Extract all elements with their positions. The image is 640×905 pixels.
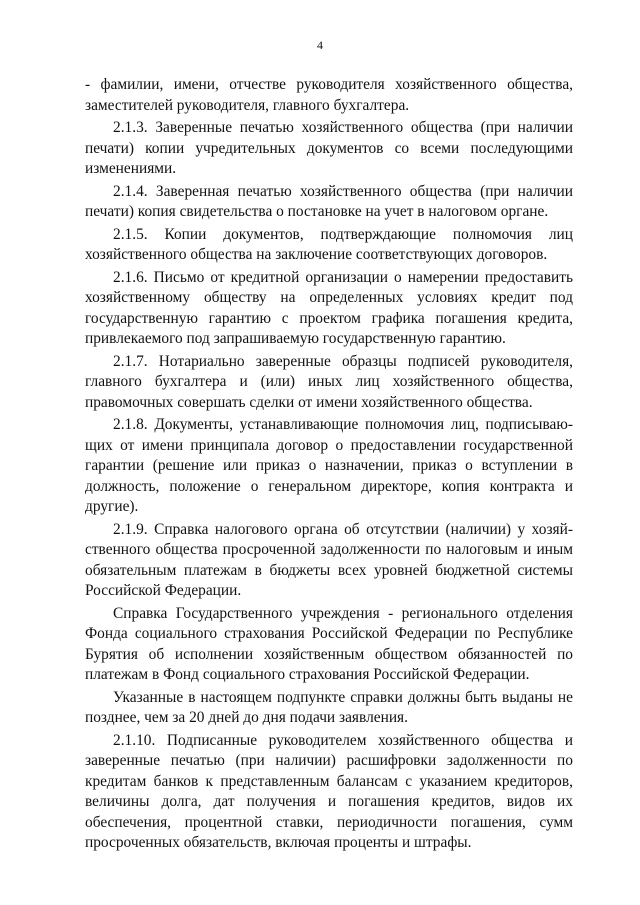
document-body	[85, 75, 573, 856]
paragraph-2-1-6: 2.1.6. Письмо от кредитной организации о намерении предоставить хозяйственному обществу на определенных условиях кредит под государственную гарантию с проектом графика погашения кредита, привлекаемого под запрашиваемую государственную гарантию.	[85, 268, 573, 347]
page-number: 4	[317, 38, 323, 52]
paragraph-2-1-9: 2.1.9. Справка налогового органа об отсутствии (наличии) у хозяйственного общества просроченной задолженности по налоговым и иным обязательным платежам в бюджеты всех уровней бюджетной системы Российской Федерации.	[85, 520, 573, 599]
paragraph-2-1-10: 2.1.10. Подписанные руководителем хозяйственного общества и заверенные печатью (при наличии) расшифровки задолженности по кредитам банков к представленным балансам с указанием кредиторов, величины долга, дат получения и погашения кредитов, видов их обеспечения, процентной ставки, периодичности погашения, сумм просроченных обязательств, включая проценты и штрафы.	[85, 731, 573, 851]
paragraph-2-1-3: 2.1.3. Заверенные печатью хозяйственного общества (при наличии печати) копии учредительных документов со всеми последующими изменениями.	[85, 119, 573, 177]
paragraph-2-1-5: 2.1.5. Копии документов, подтверждающие полномочия лиц хозяйственного общества на заключение соответствующих договоров.	[85, 225, 573, 263]
paragraph-2-1-8: 2.1.8. Документы, устанавливающие полномочия лиц, подписывающих от имени принципала договор о предоставлении государственной гарантии (решение или приказ о назначении, приказ о вступлении в должность, положение о генеральном директоре, копия контракта и другие).	[85, 416, 573, 515]
paragraph-list-item-names: - фамилии, имени, отчестве руководителя хозяйственного общества, заместителей руководителя, главного бухгалтера.	[85, 76, 573, 114]
paragraph-2-1-7: 2.1.7. Нотариально заверенные образцы подписей руководителя, главного бухгалтера и (или) иных лиц хозяйственного общества, правомочных совершать сделки от имени хозяйственного общества.	[85, 352, 573, 411]
paragraph-certificate-deadline: Указанные в настоящем подпункте справки должны быть выданы не позднее, чем за 20 дней до дня подачи заявления.	[85, 688, 573, 726]
paragraph-2-1-4: 2.1.4. Заверенная печатью хозяйственного общества (при наличии печати) копия свидетельства о постановке на учет в налоговом органе.	[85, 182, 573, 220]
paragraph-fss-certificate: Справка Государственного учреждения - регионального отделения Фонда социального страхования Российской Федерации по Республике Бурятия об исполнении хозяйственным обществом обязанностей по платежам в Фонд социального страхования Российской Федерации.	[85, 604, 573, 683]
